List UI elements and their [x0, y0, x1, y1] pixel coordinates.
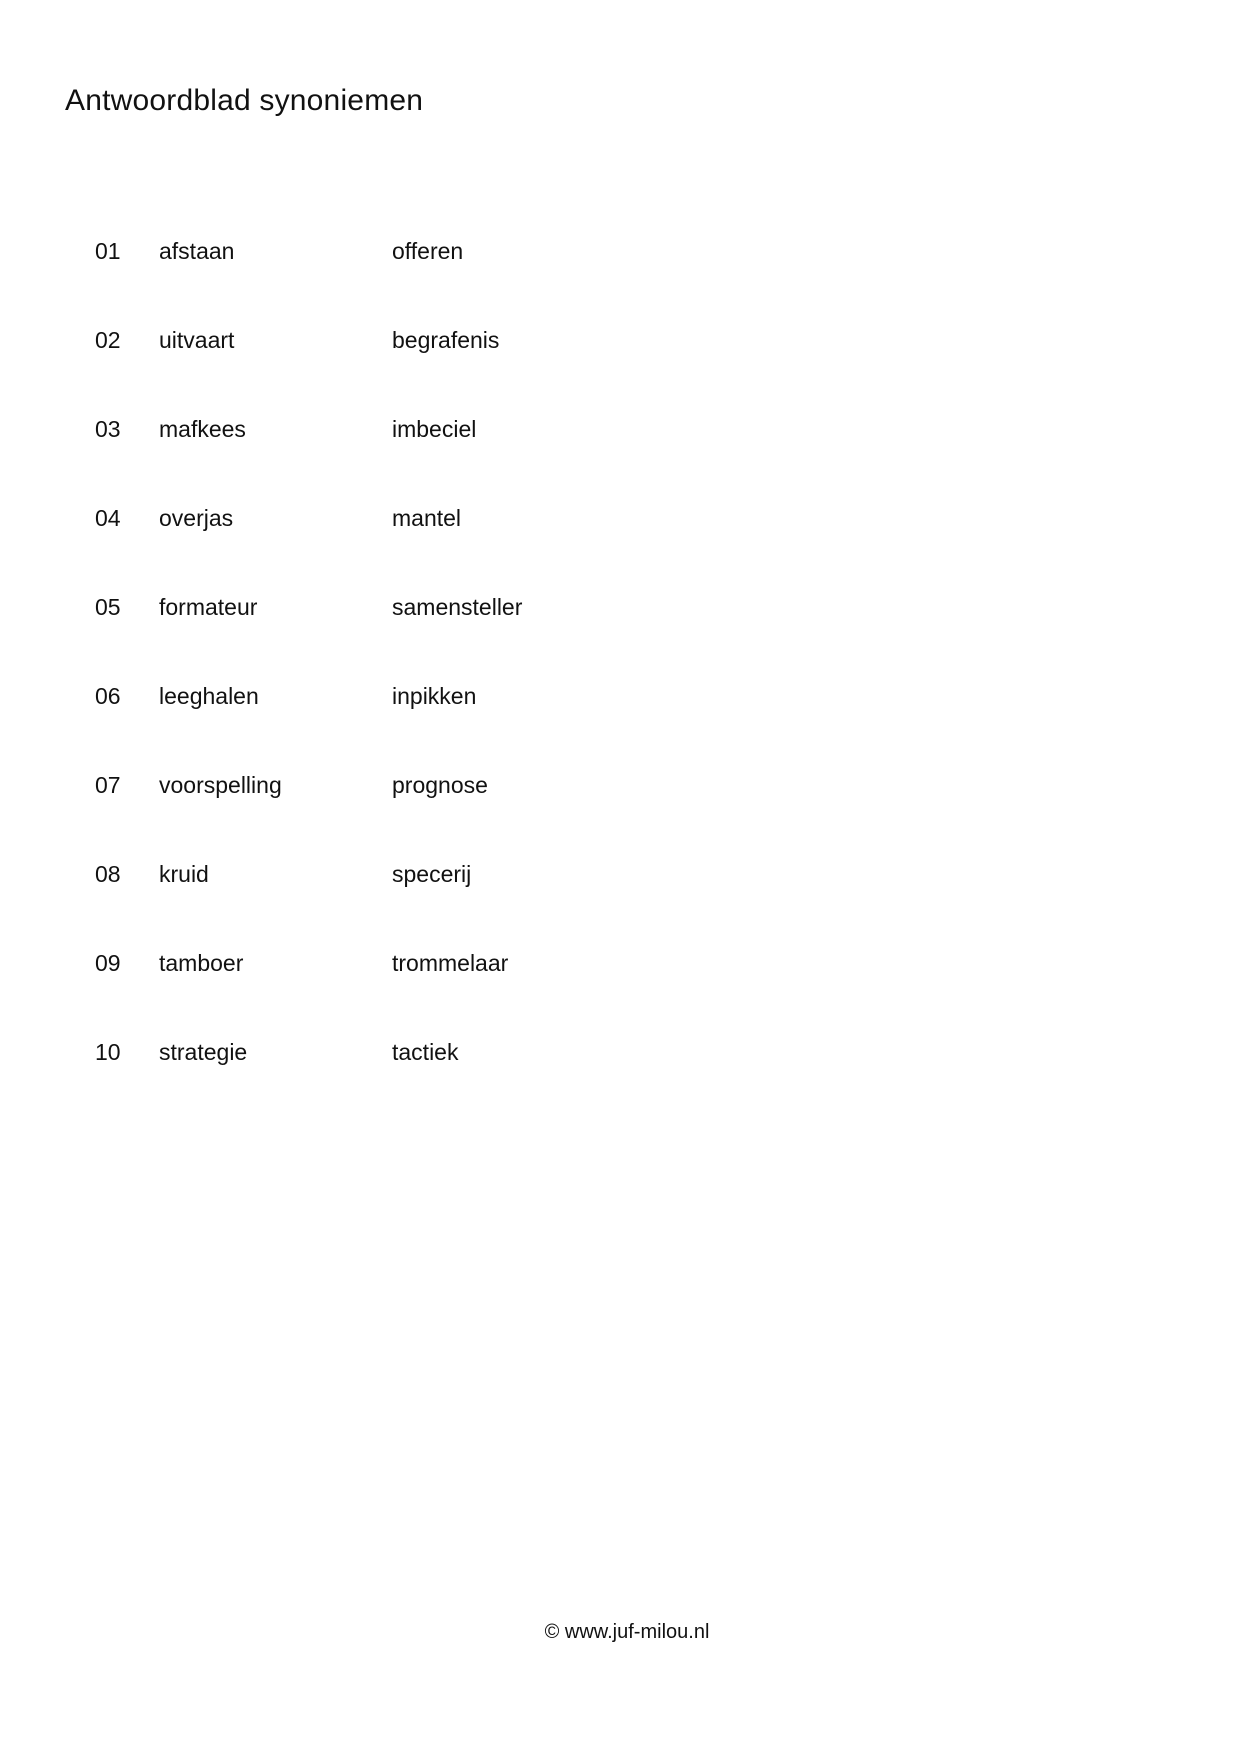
- item-word: strategie: [159, 1039, 248, 1065]
- list-item: [0, 851, 1240, 940]
- item-synonym: inpikken: [392, 683, 477, 709]
- list-item: [0, 317, 1240, 406]
- item-synonym: specerij: [392, 861, 472, 887]
- synonym-list: [0, 228, 1240, 1118]
- item-word: overjas: [159, 505, 234, 531]
- item-word: formateur: [159, 594, 258, 620]
- item-number: 02: [95, 327, 121, 353]
- page-title: Antwoordblad synoniemen: [65, 84, 424, 117]
- item-word: afstaan: [159, 238, 235, 264]
- list-item: [0, 495, 1240, 584]
- item-number: 07: [95, 772, 121, 798]
- item-number: 04: [95, 505, 121, 531]
- item-synonym: begrafenis: [392, 327, 500, 353]
- list-item: [0, 1029, 1240, 1118]
- copyright-footer: © www.juf-milou.nl: [544, 1621, 710, 1643]
- list-item: [0, 673, 1240, 762]
- item-number: 10: [95, 1039, 121, 1065]
- item-synonym: offeren: [392, 238, 464, 264]
- item-word: uitvaart: [159, 327, 235, 353]
- item-number: 09: [95, 950, 121, 976]
- list-item: [0, 228, 1240, 317]
- item-synonym: imbeciel: [392, 416, 477, 442]
- item-number: 06: [95, 683, 121, 709]
- item-word: voorspelling: [159, 772, 282, 798]
- item-synonym: tactiek: [392, 1039, 459, 1065]
- item-synonym: samensteller: [392, 594, 523, 620]
- item-synonym: trommelaar: [392, 950, 509, 976]
- item-word: tamboer: [159, 950, 244, 976]
- list-item: [0, 940, 1240, 1029]
- item-number: 08: [95, 861, 121, 887]
- list-item: [0, 406, 1240, 495]
- item-word: kruid: [159, 861, 209, 887]
- list-item: [0, 762, 1240, 851]
- item-word: mafkees: [159, 416, 246, 442]
- list-item: [0, 584, 1240, 673]
- item-word: leeghalen: [159, 683, 259, 709]
- item-number: 05: [95, 594, 121, 620]
- item-number: 01: [95, 238, 121, 264]
- item-synonym: prognose: [392, 772, 488, 798]
- item-number: 03: [95, 416, 121, 442]
- item-synonym: mantel: [392, 505, 462, 531]
